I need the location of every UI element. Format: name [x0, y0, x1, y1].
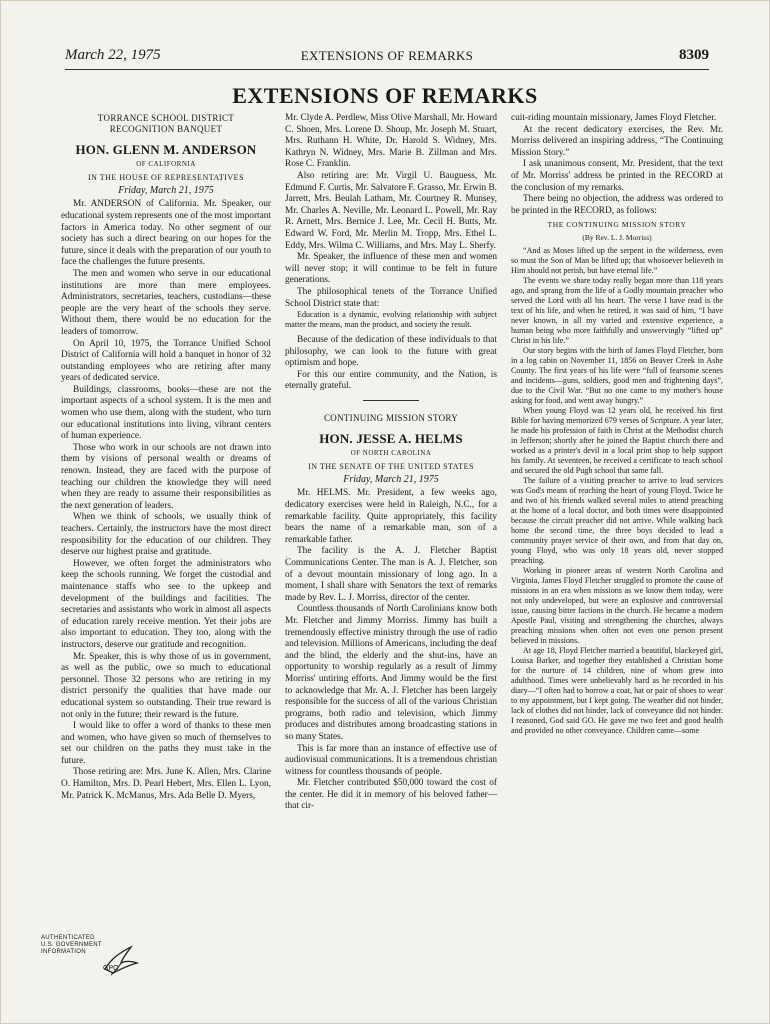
eagle-icon	[101, 939, 141, 979]
gpo-authentication-seal	[41, 935, 151, 995]
gpo-mark: GPO	[103, 965, 119, 972]
page-number: 8309	[679, 47, 709, 63]
paragraph: Because of the dedication of these individuals to that philosophy, we can look to the future with great optimism and hope.	[285, 335, 497, 369]
paragraph: “And as Moses lifted up the serpent in the wilderness, even so must the Son of Man be lifted up; that whosoever believeth in Him should not perish, but have eternal life.”	[511, 245, 723, 275]
speech-date: Friday, March 21, 1975	[118, 184, 214, 196]
article-topic: CONTINUING MISSION STORY	[323, 413, 459, 424]
paragraph: I would like to offer a word of thanks to these men and women, who have given so much of themselves to set our children on the paths they must take in the future.	[61, 721, 271, 766]
running-head-section: EXTENSIONS OF REMARKS	[300, 48, 474, 63]
paragraph: Buildings, classrooms, books—these are not the important aspects of a school system. It is the men and women who use them, along with the student, who turn our educational institutions into living, vibrant centers of human experience.	[61, 384, 271, 442]
address-byline: (By Rev. L. J. Morriss)	[582, 232, 652, 242]
paragraph: The facility is the A. J. Fletcher Baptist Communications Center. The man is A. J. Fletcher, son of a devout mountain missionary of long ago. In a moment, I shall share with Senators the text of remarks made by Rev. L. J. Morriss, director of the center.	[285, 546, 497, 603]
paragraph: However, we often forget the administrators who keep the schools running. We forget the custodial and maintenance staffs who see to the upkeep and development of the buildings and facilities. The secretaries and assistants who work in almost all aspects of education rarely receive mention. Yet their jobs are also important to education. They too, along with the instructors, deserve our gratitude and recognition.	[61, 558, 271, 650]
speaker-name: HON. JESSE A. HELMS	[319, 431, 463, 447]
paragraph: On April 10, 1975, the Torrance Unified School District of California will hold a banquet in honor of 32 outstanding employees who are retiring after many years of dedicated service.	[61, 338, 271, 384]
column-1	[61, 113, 271, 802]
paragraph: The philosophical tenets of the Torrance Unified School District state that:	[285, 286, 497, 309]
article-separator	[363, 400, 419, 401]
column-3	[511, 113, 723, 736]
paragraph: At the recent dedicatory exercises, the Rev. Mr. Morriss delivered an inspiring address, “The Continuing Mission Story.”	[511, 124, 723, 158]
running-head	[65, 47, 709, 67]
paragraph: There being no objection, the address was ordered to be printed in the RECORD, as follows:	[511, 194, 723, 216]
page-title: EXTENSIONS OF REMARKS	[232, 83, 538, 108]
seal-text: AUTHENTICATED U.S. GOVERNMENT INFORMATION	[41, 935, 102, 955]
paragraph: Mr. ANDERSON of California. Mr. Speaker, our educational system represents one of the most important factors in America today. No other segment of our society has such a direct bearing on our hopes for the future, since it deals with the preparation of our youth to face the challenges the future presents.	[61, 199, 271, 268]
speaker-name: HON. GLENN M. ANDERSON	[75, 142, 257, 157]
paragraph: Working in pioneer areas of western North Carolina and Virginia, James Floyd Fletcher struggled to promote the cause of missions in an era when missions as we know them today, were not only undeveloped, but were an explosive and controversial issue, causing bitter factions in the church. He became a modern Apostle Paul, visiting and strengthening the churches, always preaching missions when often not even one person present believed in missions.	[511, 565, 723, 645]
paragraph: Mr. Speaker, the influence of these men and women will never stop; it will continue to be felt in future generations.	[285, 252, 497, 286]
paragraph: The failure of a visiting preacher to arrive to lead services was God's means of reaching the heart of young Floyd. Twice he and two of his friends walked several miles to attend preaching at the home of a local doctor, and both times were disappointed because the circuit preacher did not arrive. While walking back home the second time, the three boys decided to lead a community prayer service of their own, and from that day on, young Floyd, who was only 18 years old, never stopped preaching.	[511, 475, 723, 565]
paragraph: I ask unanimous consent, Mr. President, that the text of Mr. Morriss' address be printed in the RECORD at the conclusion of my remarks.	[511, 159, 723, 193]
speech-date: Friday, March 21, 1975	[343, 473, 439, 485]
paragraph: The events we share today really began more than 118 years ago, and sprang from the life of a Godly mountain preacher who served the Lord with all his heart. The verse I have read is the text of his life, and when he retired, it was said of him, “I have never known, in all my varied and extensive experience, a human being who more faithfully and unswervingly “lifted up” Christ in his life.”	[511, 275, 723, 345]
paragraph: Mr. Speaker, this is why those of us in government, as well as the public, owe so much to educational personnel. Those 32 persons who are retiring in my district personify the qualities that have made our educational system so outstanding. Their true reward is not only in the future; their reward is the future.	[61, 651, 271, 720]
paragraph: Countless thousands of North Carolinians know both Mr. Fletcher and Jimmy Morriss. Jimmy has built a tremendously effective ministry through the use of radio and television. Millions of Americans, including the deaf and the blind, the elderly and the shut-ins, have an opportunity to worship regularly as a result of Jimmy Morriss' untiring efforts. And Jimmy would be the first to acknowledge that Mr. A. J. Fletcher has been largely responsible for the success of all of the various Christian programs, both radio and television, which Jimmy produces and distributes among broadcasting stations in so many States.	[285, 604, 497, 742]
header-rule	[65, 69, 709, 70]
paragraph: Those who work in our schools are not drawn into them by visions of personal wealth or dreams of renown. Instead, they are faced with the purpose of teaching our children the knowledge they will need when they are ready to assume their responsibilities as the next generation of leaders.	[61, 442, 271, 511]
paragraph: cuit-riding mountain missionary, James Floyd Fletcher.	[511, 113, 717, 123]
paragraph: At age 18, Floyd Fletcher married a beautiful, blackeyed girl, Louisa Barker, and together they established a Christian home for the nurture of 14 children, nine of whom grew into adulthood. Times were unbelievably hard as he recorded in his diary—“I often had to borrow a coat, hat or pair of shoes to wear to my appointment, but I kept going. The weather did not hinder, lack of clothes did not hinder, lack of conveyance did not hinder. I reasoned, God said GO. He gave me two feet and good health and provided no other conveyance. Children came—some	[511, 645, 723, 735]
chamber: IN THE HOUSE OF REPRESENTATIVES	[87, 173, 245, 183]
running-head-date: March 22, 1975	[65, 47, 161, 63]
paragraph: Mr. Clyde A. Perdlew, Miss Olive Marshall, Mr. Howard C. Shoen, Mrs. Lorene D. Shoup, Mr. Joseph M. Stuart, Mrs. Ruthann H. White, Dr. Harold S. Widney, Mrs. Kathryn N. Widney, Mrs. Marie B. Zillman and Mrs. Rose C. Franklin.	[285, 113, 497, 170]
paragraph: Also retiring are: Mr. Virgil U. Bauguess, Mr. Edmund F. Curtis, Mr. Salvatore F. Grasso, Mr. Erwin B. Jarrett, Mrs. Beulah Latham, Mr. Courtney R. Munsey, Mr. Charles A. Neville, Mr. Leonard L. Powell, Mr. Ray R. Arnett, Mrs. Bernice J. Lee, Mr. Cecil H. Butts, Mr. Edward W. Ford, Mr. Merlin M. Tropp, Mrs. Ethel L. Eddy, Mrs. Wilma C. Williams, and Mrs. May L. Sherfy.	[285, 170, 497, 251]
address-text	[511, 246, 723, 736]
paragraph: Those retiring are: Mrs. June K. Allen, Mrs. Clarine O. Hamilton, Mrs. D. Pearl Hebert, Mrs. Ellen L. Lyon, Mr. Patrick K. McManus, Mrs. Ada Belle D. Myers,	[61, 767, 271, 801]
paragraph: This is far more than an instance of effective use of audiovisual communications. It is a tremendous christian witness for countless thousands of people.	[285, 743, 497, 777]
column-2	[285, 113, 497, 813]
quotation: Education is a dynamic, evolving relationship with subject matter the means, man the product, and society the result.	[285, 310, 497, 330]
address-title: THE CONTINUING MISSION STORY	[547, 220, 687, 230]
paragraph: The men and women who serve in our educational institutions are more than mere employees. Administrators, secretaries, teachers, custodians—these people are the very heart of the schools they serve. Without them, there would be no education for the leaders of tomorrow.	[61, 268, 271, 337]
chamber: IN THE SENATE OF THE UNITED STATES	[308, 462, 474, 472]
paragraph: When we think of schools, we usually think of teachers. Certainly, the instructors have the most direct responsibility for the education of our children. They deserve our highest praise and gratitude.	[61, 512, 271, 558]
paragraph: When young Floyd was 12 years old, he received his first Bible for having memorized 679 verses of Scripture. A year later, he made his profession of faith in Christ at the Methodist church in Jefferson; shortly after he joined the Baptist church there and worked as a printer's devil in a local print shop to help support his family. At seventeen, he received a certificate to teach school and secured the old Pugh school that same fall.	[511, 405, 723, 475]
paragraph: Mr. HELMS. Mr. President, a few weeks ago, dedicatory exercises were held in Raleigh, N.C., for a remarkable facility. Quite appropriately, this facility bears the name of a remarkable man, son of a remarkable father.	[285, 488, 497, 545]
paragraph: Mr. Fletcher contributed $50,000 toward the cost of the center. He did it in memory of his beloved father—that cir-	[285, 778, 497, 812]
speaker-state: OF CALIFORNIA	[136, 159, 196, 168]
speaker-state: OF NORTH CAROLINA	[350, 448, 432, 457]
article-topic: TORRANCE SCHOOL DISTRICT RECOGNITION BANQUET	[97, 113, 235, 134]
paragraph: Our story begins with the birth of James Floyd Fletcher, born in a log cabin on November 11, 1856 on Beaver Creek in Ashe County. The first years of his life were “full of fearsome scenes and incidents—guns, soldiers, good men and frightening days”, due to the Civil War. “But no one came to my mother's house asking for food, and went away hungry.”	[511, 345, 723, 405]
paragraph: For this our entire community, and the Nation, is eternally grateful.	[285, 369, 497, 392]
